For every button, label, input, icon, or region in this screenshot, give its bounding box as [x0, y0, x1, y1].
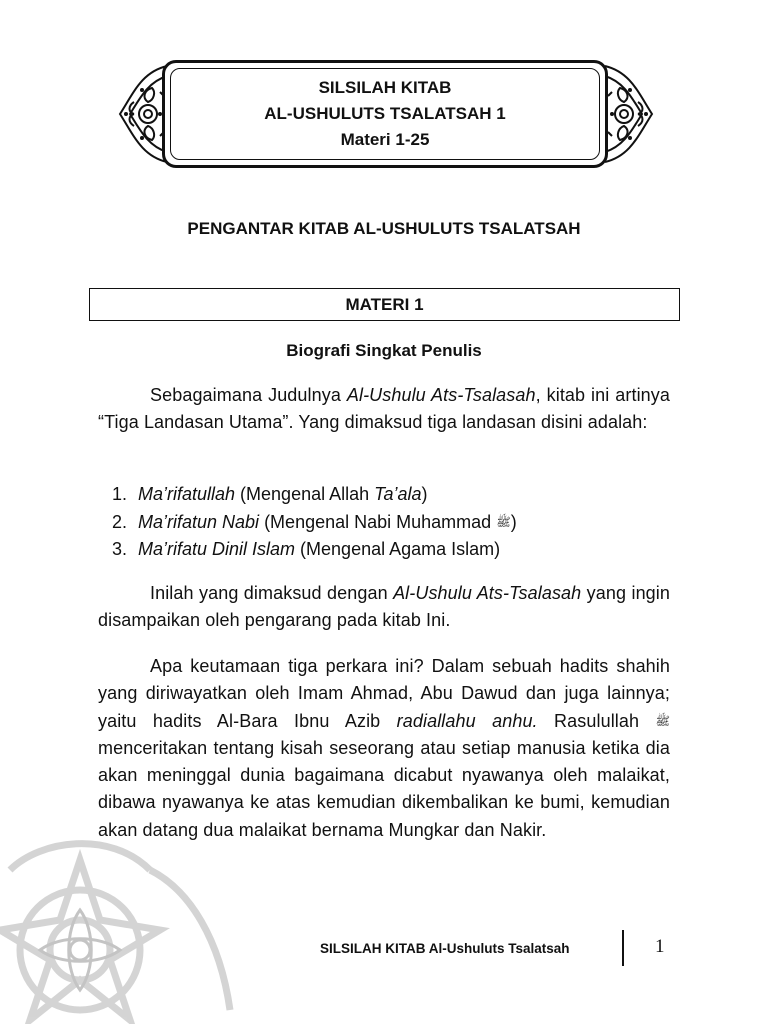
- intro-heading: PENGANTAR KITAB AL-USHULUTS TSALATSAH: [187, 219, 581, 238]
- title-line-3: Materi 1-25: [340, 130, 430, 149]
- list-number: 3.: [112, 539, 128, 559]
- title-frame: [162, 60, 608, 168]
- list-item-text: (Mengenal Allah: [235, 484, 375, 504]
- list-item-italic: Ma’rifatun Nabi: [138, 511, 260, 532]
- list-item-italic-2: Ta’ala: [374, 484, 422, 504]
- list-number: 2.: [112, 511, 128, 532]
- para3-italic: radiallahu anhu.: [396, 710, 538, 731]
- list-item-italic: Ma’rifatullah: [138, 484, 236, 504]
- title-line-2: AL-USHULUTS TSALATSAH 1: [264, 104, 506, 123]
- ornament-right-icon: [600, 62, 660, 166]
- paragraph-1: [98, 382, 670, 437]
- footer-divider: [622, 930, 624, 966]
- para2-italic: Al-Ushulu Ats-Tsalasah: [393, 583, 582, 603]
- title-line-1: SILSILAH KITAB: [318, 78, 452, 97]
- para3-text-3: menceritakan tentang kisah seseorang atau setiap manusia ketika dia akan meninggal dunia bagaimana dicabut nyawanya oleh malaikat, dibawa nyawanya ke atas kemudian dikembalikan ke bumi, kemudian akan datang dua malaikat bernama Mungkar dan Nakir.: [98, 737, 670, 840]
- list-number: 1.: [112, 484, 128, 504]
- list-item-end: ): [510, 511, 517, 532]
- para3-text-1: Apa keutamaan tiga perkara ini? Dalam sebuah hadits shahih yang diriwayatkan oleh Imam Ahmad, Abu Dawud dan juga lainnya; yaitu hadits Al-Bara Ibnu Azib: [98, 656, 670, 731]
- materi-label-box: [89, 288, 680, 321]
- list-item: [112, 509, 672, 537]
- title-inner-frame: [170, 68, 600, 160]
- para2-text-2: yang ingin disampaikan oleh pengarang pada kitab Ini.: [98, 583, 671, 631]
- list-item: [112, 536, 672, 564]
- para1-text-2: , kitab ini artinya “Tiga Landasan Utama”. Yang dimaksud tiga landasan disini adalah:: [98, 385, 670, 433]
- page-number: 1: [655, 936, 665, 957]
- list-item-text: (Mengenal Nabi Muhammad: [259, 511, 497, 532]
- list-item: [112, 481, 672, 509]
- list-item-text: (Mengenal Agama Islam): [295, 539, 501, 559]
- salawat-honorific: ﷺ: [655, 713, 670, 728]
- salawat-honorific: ﷺ: [496, 514, 511, 529]
- para1-italic: Al-Ushulu Ats-Tsalasah: [346, 385, 536, 405]
- bio-heading: Biografi Singkat Penulis: [286, 341, 482, 360]
- arabesque-watermark-icon: [0, 800, 240, 1024]
- materi-label: MATERI 1: [345, 294, 424, 314]
- landasan-list: [112, 481, 672, 564]
- list-item-end: ): [421, 484, 428, 504]
- para3-text-2: Rasulullah: [537, 710, 656, 731]
- footer-running-title: SILSILAH KITAB Al-Ushuluts Tsalatsah: [320, 941, 570, 956]
- paragraph-2: [98, 580, 670, 635]
- para2-text-1: Inilah yang dimaksud dengan: [150, 583, 394, 603]
- para1-text-1: Sebagaimana Judulnya: [150, 385, 347, 405]
- list-item-italic: Ma’rifatu Dinil Islam: [138, 539, 296, 559]
